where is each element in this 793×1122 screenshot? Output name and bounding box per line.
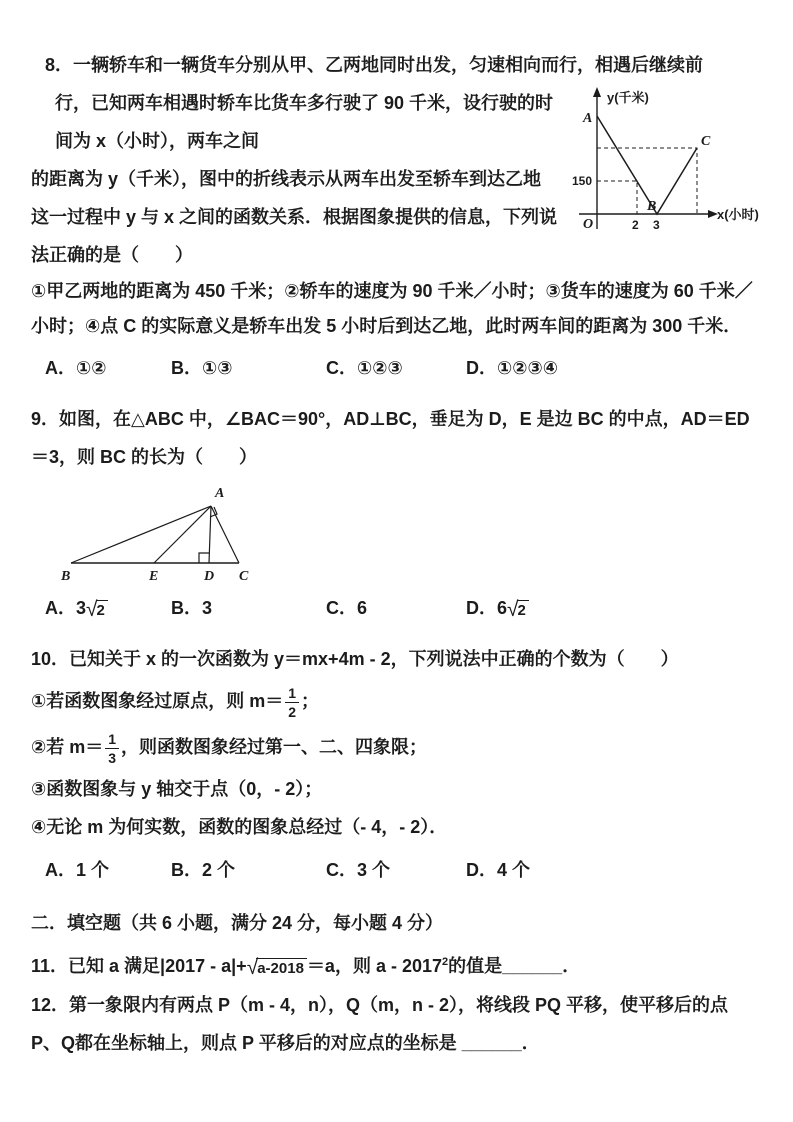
origin-label: O [583, 217, 594, 232]
q9-option-c-label: C． [326, 598, 357, 618]
q9-option-d [466, 590, 529, 626]
segment-ea [154, 506, 211, 563]
point-b-label: B [647, 199, 657, 214]
radical [507, 600, 529, 620]
q8-line-2: 行，已知两车相遇时轿车比货车多行驶了 90 千米，设行驶的时 [55, 93, 554, 113]
fraction [285, 685, 299, 720]
triangle-figure [41, 484, 301, 584]
radical-sign: √ [507, 598, 519, 621]
q8-line-5: 这一过程中 y 与 x 之间的函数关系．根据图象提供的信息，下列说 [31, 207, 558, 227]
q9-option-c [326, 590, 466, 626]
q9-line-2: ＝3，则 BC 的长为（ ） [31, 447, 258, 467]
q8-line-1: 8．一辆轿车和一辆货车分别从甲、乙两地同时出发，匀速相向而行，相遇后继续前 [45, 55, 704, 75]
point-a-label: A [583, 111, 593, 126]
superscript-2: 2 [442, 956, 449, 968]
dashed-150-guide [597, 181, 637, 214]
segment-ba [71, 506, 211, 563]
question-10 [31, 640, 763, 888]
q10-statement-1 [31, 678, 763, 724]
q10-statement-4: ④无论 m 为何实数，函数的图象总经过（- 4，- 2）． [31, 817, 448, 837]
question-8 [31, 46, 763, 386]
fraction-numerator: 1 [285, 685, 299, 703]
q9-option-b-value: 3 [202, 598, 213, 618]
radical [86, 600, 108, 620]
q10-s1-text: ①若函数图象经过原点，则 m＝ [31, 691, 284, 711]
q8-distance-time-graph [571, 84, 763, 236]
q9-option-d-coeff: 6 [497, 598, 508, 618]
q9-option-a-coeff: 3 [76, 598, 87, 618]
q11-period: ． [562, 956, 581, 976]
q10-statement-2 [31, 724, 763, 770]
segment-ad-altitude [209, 506, 211, 563]
q10-option-c: C．3 个 [326, 860, 391, 880]
q8-line-4: 的距离为 y（千米），图中的折线表示从两车出发至轿车到达乙地 [31, 169, 542, 189]
q8-option-b: B．①③ [171, 358, 233, 378]
vertex-a-label: A [215, 486, 225, 501]
q10-s2-text: ②若 m＝ [31, 737, 104, 757]
point-c-label: C [701, 134, 711, 149]
x-axis-label: x(小时) [717, 207, 759, 222]
vertex-b-label: B [61, 569, 71, 584]
radicand: 2 [517, 600, 529, 619]
answer-blank: ______ [502, 956, 563, 976]
q9-line-1: 9．如图，在△ABC 中，∠BAC＝90°，AD⊥BC，垂足为 D，E 是边 BC 的中点，AD＝ED [31, 409, 750, 429]
y-axis-label: y(千米) [607, 90, 649, 105]
q8-line-6: 法正确的是（ ） [31, 245, 193, 265]
q9-options-row [31, 590, 763, 626]
q8-statements: ①甲乙两地的距离为 450 千米；②轿车的速度为 90 千米／小时；③货车的速度为 60 千米／小时；④点 C 的实际意义是轿车出发 5 小时后到达乙地，此时两车间的距离为 300 千米． [31, 281, 753, 336]
q11-text-pre: 11．已知 a 满足|2017 - a|+ [31, 956, 247, 976]
fraction [105, 731, 119, 766]
q10-option-b: B．2 个 [171, 860, 236, 880]
q9-option-c-value: 6 [357, 598, 368, 618]
question-12 [31, 986, 763, 1062]
q9-option-d-label: D． [466, 598, 497, 618]
q10-s1-suffix: ； [301, 691, 320, 711]
point-d-label: D [204, 569, 215, 584]
q10-option-d: D．4 个 [466, 860, 531, 880]
q11-stem [31, 942, 763, 986]
q9-option-a-label: A． [45, 598, 76, 618]
q9-option-a [31, 590, 171, 626]
radicand: 2 [96, 600, 108, 619]
radical-sign: √ [86, 598, 98, 621]
radical-sign: √ [246, 956, 259, 979]
q8-options-row [31, 350, 763, 386]
y-axis-arrow-icon [593, 87, 601, 97]
section-2-heading: 二．填空题（共 6 小题，满分 24 分，每小题 4 分） [31, 913, 444, 933]
fraction-denominator: 3 [108, 749, 117, 766]
q10-option-a: A．1 个 [45, 860, 110, 880]
fraction-denominator: 2 [288, 703, 297, 720]
q12-line-1: 12．第一象限内有两点 P（m - 4，n），Q（m，n - 2），将线段 PQ 平移，使平移后的点 [31, 995, 729, 1015]
q8-line-3: 间为 x（小时），两车之间 [55, 131, 260, 151]
q10-s2-suffix: ，则函数图象经过第一、二、四象限； [121, 737, 428, 757]
radicand: a-2018 [256, 958, 307, 977]
x-tick-2: 2 [632, 218, 639, 232]
question-11 [31, 942, 763, 986]
q9-option-b [171, 590, 326, 626]
q12-line-2: P、Q都在坐标轴上，则点 P 平移后的对应点的坐标是 ______． [31, 1033, 540, 1053]
q9-triangle-figure [41, 484, 301, 584]
q8-body [31, 84, 763, 274]
x-tick-3: 3 [653, 218, 660, 232]
point-e-label: E [149, 569, 159, 584]
radical [247, 958, 307, 978]
q10-statement-3: ③函数图象与 y 轴交于点（0，- 2）； [31, 779, 323, 799]
q11-text-mid: ＝a，则 a - 2017 [306, 956, 442, 976]
q10-stem: 10．已知关于 x 的一次函数为 y＝mx+4m - 2，下列说法中正确的个数为（ ） [31, 649, 679, 669]
right-angle-mark-d [199, 553, 209, 563]
q9-option-b-label: B． [171, 598, 202, 618]
q8-option-a: A．①② [45, 358, 107, 378]
q11-text-tail: 的值是 [448, 956, 503, 976]
line-chart-figure [571, 84, 763, 236]
vertex-c-label: C [239, 569, 249, 584]
q8-option-c: C．①②③ [326, 358, 403, 378]
y-tick-150: 150 [572, 174, 593, 188]
question-9 [31, 400, 763, 626]
q10-options-row [31, 852, 763, 888]
q8-option-d: D．①②③④ [466, 358, 558, 378]
fraction-numerator: 1 [105, 731, 119, 749]
